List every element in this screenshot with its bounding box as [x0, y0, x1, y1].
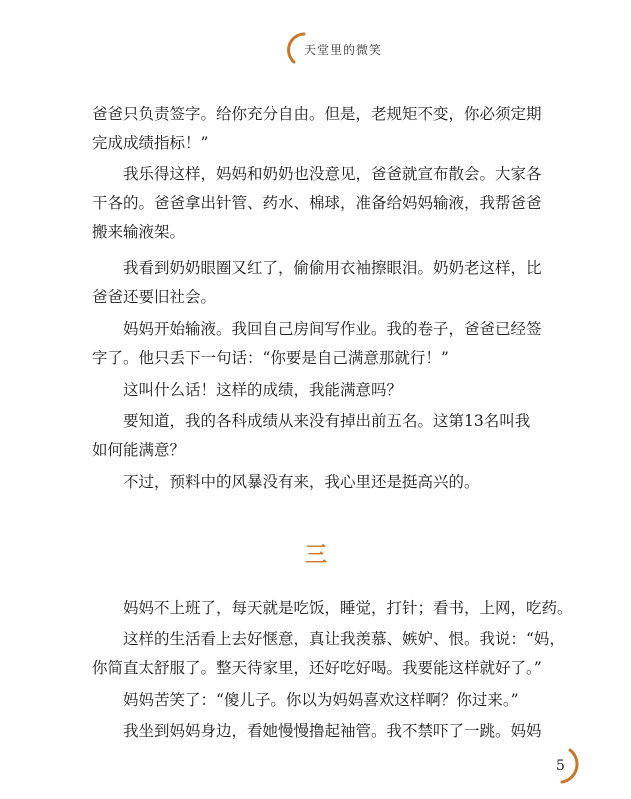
text-line: 如何能满意？ [92, 441, 186, 459]
text-line: 要知道，我的各科成绩从来没有掉出前五名。这第13名叫我 [123, 412, 531, 430]
page-number-arc-ornament [540, 746, 590, 786]
text-line: 爸爸还要旧社会。 [92, 288, 217, 306]
text-line: 你简直太舒服了。整天待家里，还好吃好喝。我要能这样就好了。” [92, 659, 542, 677]
page-number: 5 [556, 758, 565, 774]
text-line: 妈妈不上班了，每天就是吃饭，睡觉，打针；看书，上网，吃药。 [123, 599, 573, 617]
section-heading: 三 [305, 542, 328, 568]
text-line: 我坐到妈妈身边，看她慢慢撸起袖管。我不禁吓了一跳。妈妈 [123, 722, 542, 740]
header-title: 天堂里的微笑 [304, 43, 383, 57]
text-line: 我乐得这样，妈妈和奶奶也没意见，爸爸就宣布散会。大家各 [123, 165, 542, 183]
text-line: 搬来输液架。 [92, 223, 186, 241]
text-line: 完成成绩指标！” [92, 134, 209, 152]
text-line: 不过，预料中的风暴没有来，我心里还是挺高兴的。 [123, 473, 480, 491]
text-line: 这样的生活看上去好惬意，真让我羡慕、嫉妒、恨。我说：“妈， [123, 630, 565, 648]
text-line: 这叫什么话！这样的成绩，我能满意吗？ [123, 381, 403, 399]
text-line: 干各的。爸爸拿出针管、药水、棉球，准备给妈妈输液，我帮爸爸 [92, 194, 542, 212]
running-header [282, 30, 422, 66]
text-line: 我看到奶奶眼圈又红了，偷偷用衣袖擦眼泪。奶奶老这样，比 [123, 259, 542, 277]
text-line: 妈妈开始输液。我回自己房间写作业。我的卷子，爸爸已经签 [123, 320, 542, 338]
text-line: 爸爸只负责签字。给你充分自由。但是，老规矩不变，你必须定期 [92, 105, 542, 123]
text-line: 妈妈苦笑了：“傻儿子。你以为妈妈喜欢这样啊？你过来。” [123, 691, 519, 709]
text-line: 字了。他只丢下一句话：“你要是自己满意那就行！” [92, 349, 449, 367]
